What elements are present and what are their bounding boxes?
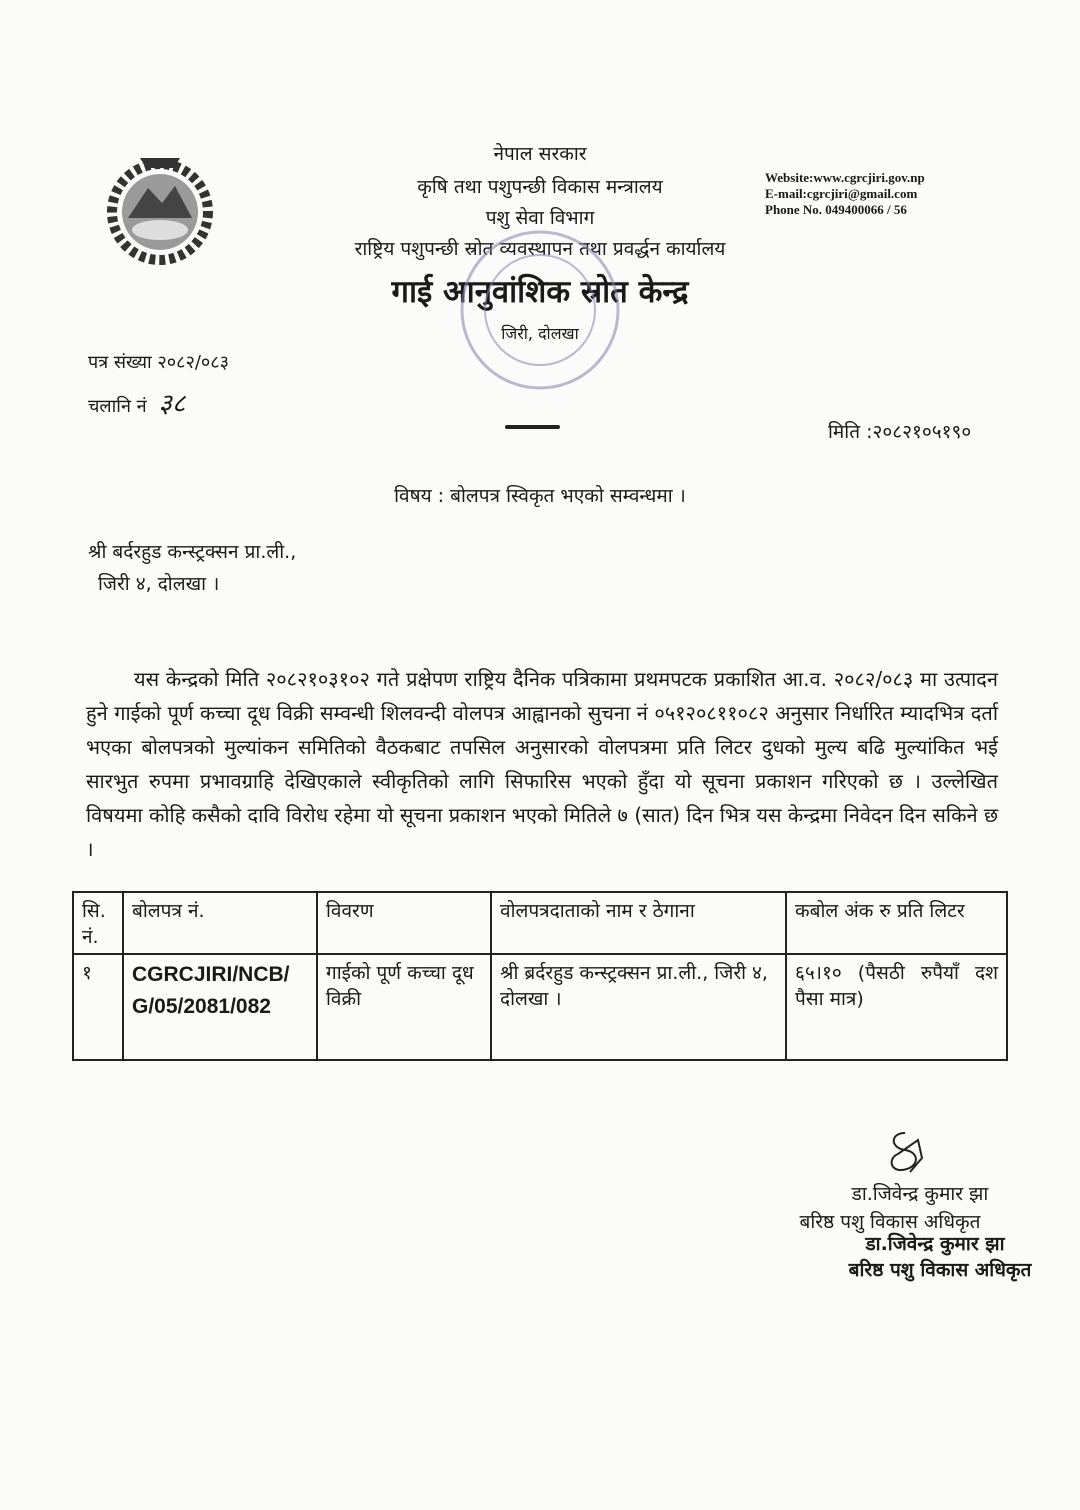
phone: Phone No. 049400066 / 56 — [765, 202, 907, 217]
header-tender-no: बोलपत्र नं. — [123, 892, 317, 954]
letterhead-government: नेपाल सरकार — [493, 143, 587, 165]
letter-date: मिति :२०८२१०५१९० — [828, 421, 972, 443]
letter-number: पत्र संख्या २०८२/०८३ — [88, 352, 229, 373]
letterhead-ministry: कृषि तथा पशुपन्छी विकास मन्त्रालय — [417, 176, 663, 198]
table-row — [73, 954, 1007, 1060]
header-serial: सि. नं. — [73, 892, 123, 954]
subject-line: विषय : बोलपत्र स्विकृत भएको सम्वन्धमा । — [394, 485, 686, 507]
office-seal — [455, 225, 625, 395]
email: E-mail:cgrcjiri@gmail.com — [765, 186, 918, 201]
dispatch-number: ३८ — [158, 389, 186, 419]
handwritten-signature — [880, 1128, 930, 1182]
nepal-government-emblem — [100, 148, 220, 268]
addressee — [88, 536, 296, 600]
name-stamp: डा.जिवेन्द्र कुमार झा — [865, 1233, 1005, 1255]
cell-bidder: श्री ब्रर्दरहुड कन्स्ट्रक्सन प्रा.ली., जिरी ४, दोलखा । — [491, 954, 786, 1060]
letterhead-office: राष्ट्रिय पशुपन्छी स्रोत व्यवस्थापन तथा प्रवर्द्धन कार्यालय — [354, 238, 726, 260]
letterhead-location: जिरी, दोलखा — [501, 324, 579, 343]
letterhead-title: गाई आनुवांशिक स्रोत केन्द्र — [391, 274, 689, 310]
seal-underline — [505, 425, 560, 429]
header-bidder: वोलपत्रदाताको नाम र ठेगाना — [491, 892, 786, 954]
dispatch-label: चलानि नं — [88, 396, 147, 417]
website: Website:www.cgrcjiri.gov.np — [765, 170, 925, 185]
letterhead-department: पशु सेवा विभाग — [485, 207, 595, 229]
designation-stamp: बरिष्ठ पशु विकास अधिकृत — [848, 1259, 1032, 1281]
signatory-name: डा.जिवेन्द्र कुमार झा — [851, 1183, 989, 1205]
tender-table — [72, 891, 1008, 1061]
header-description: विवरण — [317, 892, 491, 954]
header-bid-amount: कबोल अंक रु प्रति लिटर — [786, 892, 1007, 954]
cell-tender-no: CGRCJIRI/NCB/ G/05/2081/082 — [123, 954, 317, 1060]
signatory-designation: बरिष्ठ पशु विकास अधिकृत — [799, 1211, 981, 1233]
addressee-name: श्री बर्दरहुड कन्स्ट्रक्सन प्रा.ली., — [88, 541, 297, 563]
cell-bid-amount: ६५।१० (पैसठी रुपैयाँ दश पैसा मात्र) — [786, 954, 1007, 1060]
addressee-address: जिरी ४, दोलखा । — [98, 573, 220, 595]
table-header-row — [73, 892, 1007, 954]
cell-description: गाईको पूर्ण कच्चा दूध विक्री — [317, 954, 491, 1060]
cell-serial: १ — [73, 954, 123, 1060]
body-paragraph: यस केन्द्रको मिति २०८२१०३१०२ गते प्रक्षेपण राष्ट्रिय दैनिक पत्रिकामा प्रथमपटक प्रकाशित आ.व. २०८२/०८३ मा उत्पादन हुने गाईको पूर्ण कच्चा दूध विक्री सम्वन्धी शिलवन्दी वोलपत्र आह्वानको सुचना नं ०५१२०८११०८२ अनुसार निर्धारित म्यादभित्र दर्ता भएका बोलपत्रको मुल्यांकन समितिको वैठकबाट तपसिल अनुसारको वोलपत्रमा प्रति लिटर दुधको मुल्य बढि मुल्यांकित भई सारभुत रुपमा प्रभावग्राहि देखिएकाले स्वीकृतिको लागि सिफारिस भएको हुँदा यो सूचना प्रकाशन गरिएको छ । उल्लेखित विषयमा कोहि कसैको दावि विरोध रहेमा यो सूचना प्रकाशन भएको मितिले ७ (सात) दिन भित्र यस केन्द्रमा निवेदन दिन सकिने छ । — [86, 667, 998, 861]
